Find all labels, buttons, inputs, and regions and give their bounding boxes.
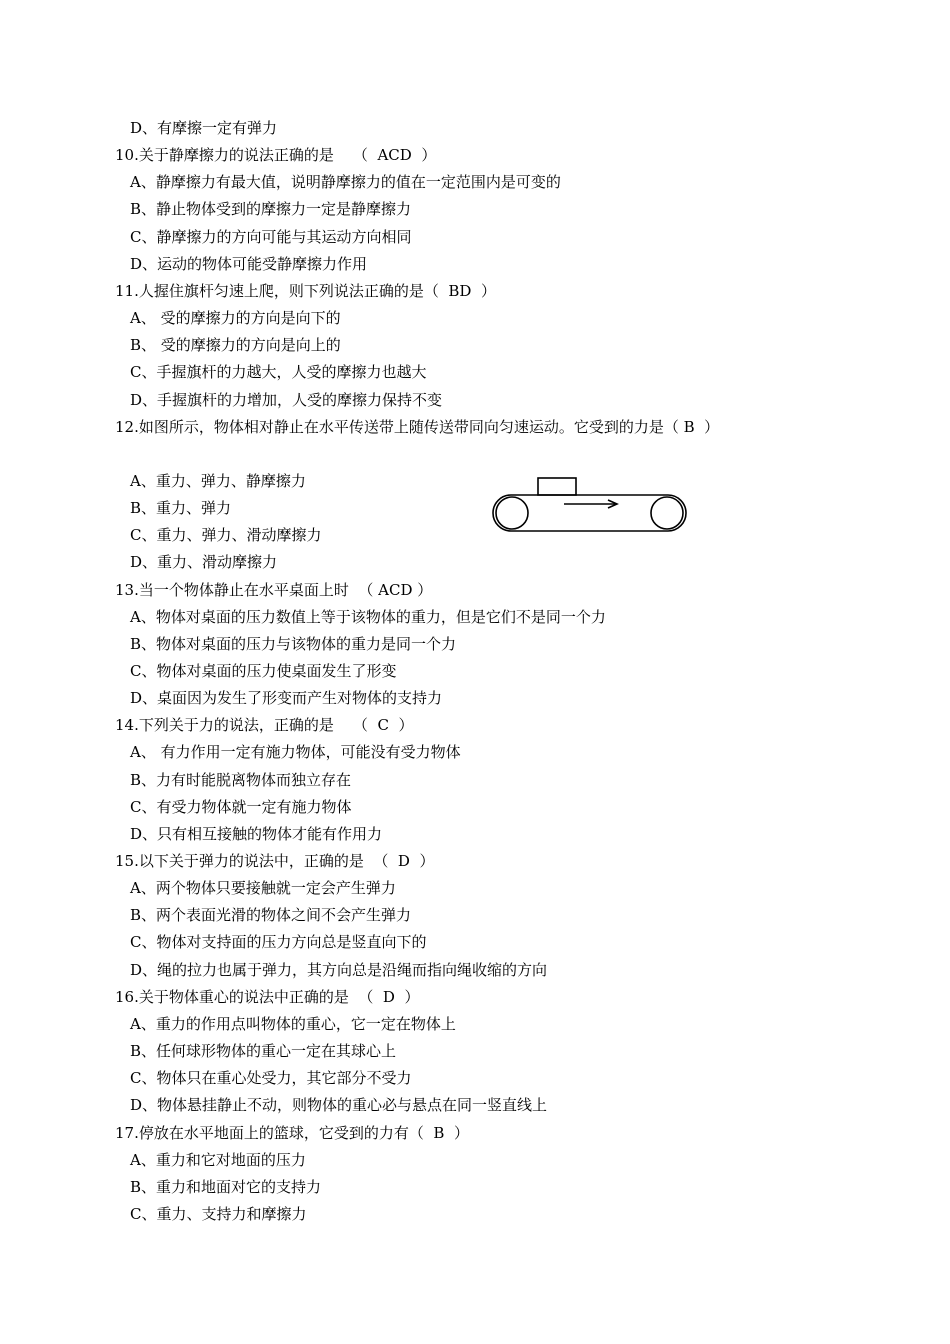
answer-option: A、 受的摩擦力的方向是向下的	[130, 309, 341, 327]
answer-option: D、物体悬挂静止不动，则物体的重心必与悬点在同一竖直线上	[130, 1096, 548, 1114]
answer-option: C、物体只在重心处受力，其它部分不受力	[130, 1069, 412, 1087]
answer-option: C、重力、弹力、滑动摩擦力	[130, 526, 322, 544]
question-stem: 15.以下关于弹力的说法中，正确的是 （ D ）	[115, 852, 435, 870]
answer-option: A、 有力作用一定有施力物体，可能没有受力物体	[130, 743, 461, 761]
answer-option: B、静止物体受到的摩擦力一定是静摩擦力	[130, 200, 412, 218]
question-stem: 14.下列关于力的说法，正确的是 （ C ）	[115, 716, 414, 734]
answer-option: D、只有相互接触的物体才能有作用力	[130, 825, 383, 843]
answer-option: C、物体对支持面的压力方向总是竖直向下的	[130, 933, 427, 951]
answer-option: A、重力的作用点叫物体的重心，它一定在物体上	[130, 1015, 456, 1033]
answer-option: B、两个表面光滑的物体之间不会产生弹力	[130, 906, 412, 924]
answer-option: C、物体对桌面的压力使桌面发生了形变	[130, 662, 397, 680]
question-stem: 12.如图所示，物体相对静止在水平传送带上随传送带同向匀速运动。它受到的力是（ B ）	[115, 418, 720, 436]
question-stem: 11.人握住旗杆匀速上爬，则下列说法正确的是（ BD ）	[115, 282, 496, 300]
answer-option: D、有摩擦一定有弹力	[130, 119, 278, 137]
answer-option: C、静摩擦力的方向可能与其运动方向相同	[130, 228, 412, 246]
question-stem: 17.停放在水平地面上的篮球，它受到的力有（ B ）	[115, 1124, 469, 1142]
answer-option: D、绳的拉力也属于弹力，其方向总是沿绳而指向绳收缩的方向	[130, 961, 548, 979]
question-stem: 13.当一个物体静止在水平桌面上时 （ ACD ）	[115, 581, 433, 599]
answer-option: A、重力和它对地面的压力	[130, 1151, 306, 1169]
answer-option: D、重力、滑动摩擦力	[130, 553, 278, 571]
answer-option: D、运动的物体可能受静摩擦力作用	[130, 255, 368, 273]
answer-option: C、有受力物体就一定有施力物体	[130, 798, 352, 816]
question-stem: 16.关于物体重心的说法中正确的是 （ D ）	[115, 988, 420, 1006]
answer-option: B、重力和地面对它的支持力	[130, 1178, 322, 1196]
answer-option: A、静摩擦力有最大值，说明静摩擦力的值在一定范围内是可变的	[130, 173, 561, 191]
answer-option: B、 受的摩擦力的方向是向上的	[130, 336, 341, 354]
answer-option: B、任何球形物体的重心一定在其球心上	[130, 1042, 397, 1060]
answer-option: A、两个物体只要接触就一定会产生弹力	[130, 879, 396, 897]
answer-option: B、物体对桌面的压力与该物体的重力是同一个力	[130, 635, 457, 653]
answer-option: B、重力、弹力	[130, 499, 232, 517]
answer-option: A、物体对桌面的压力数值上等于该物体的重力，但是它们不是同一个力	[130, 608, 606, 626]
object-block	[538, 478, 576, 495]
question-stem: 10.关于静摩擦力的说法正确的是 （ ACD ）	[115, 146, 437, 164]
answer-option: B、力有时能脱离物体而独立存在	[130, 771, 352, 789]
answer-option: C、重力、支持力和摩擦力	[130, 1205, 307, 1223]
conveyor-belt-figure	[492, 476, 692, 536]
left-roller	[496, 497, 528, 529]
answer-option: D、手握旗杆的力增加，人受的摩擦力保持不变	[130, 391, 443, 409]
answer-option: D、桌面因为发生了形变而产生对物体的支持力	[130, 689, 443, 707]
answer-option: C、手握旗杆的力越大，人受的摩擦力也越大	[130, 363, 427, 381]
answer-option: A、重力、弹力、静摩擦力	[130, 472, 306, 490]
right-roller	[651, 497, 683, 529]
